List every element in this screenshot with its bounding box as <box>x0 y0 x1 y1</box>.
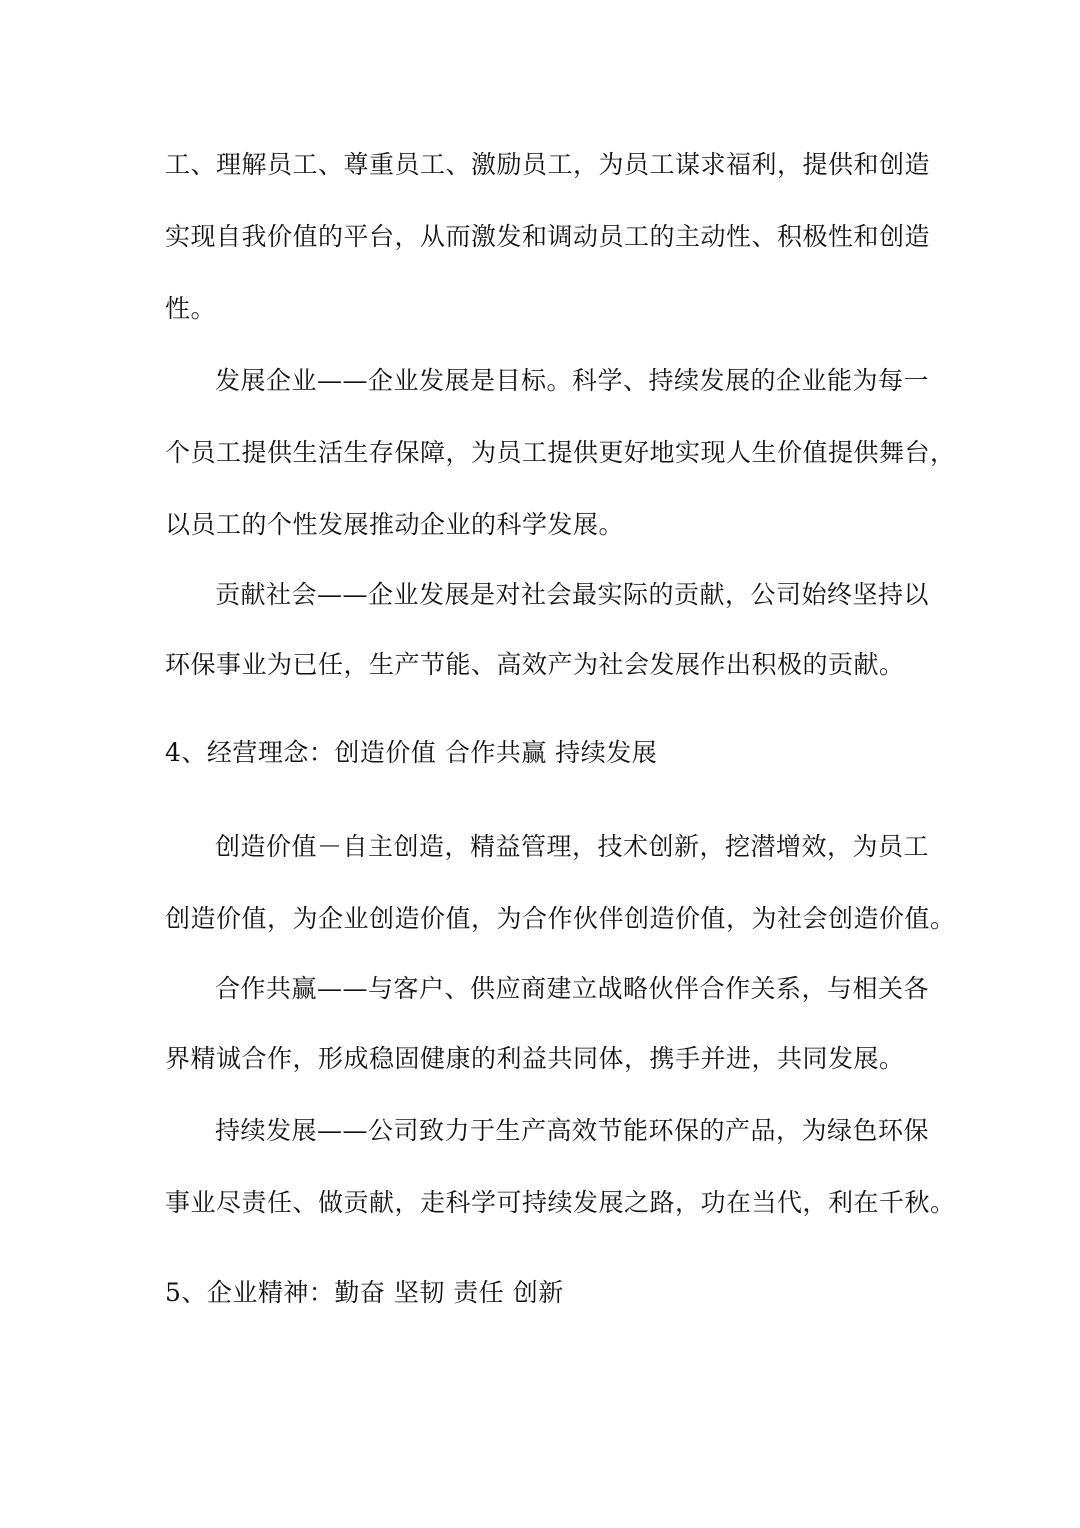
section-heading: 5、企业精神：勤奋 坚韧 责任 创新 <box>165 1278 564 1307</box>
paragraph-line: 创造价值，为企业创造价值，为合作伙伴创造价值，为社会创造价值。 <box>165 904 956 933</box>
paragraph-line: 工、理解员工、尊重员工、激励员工，为员工谋求福利，提供和创造 <box>165 150 931 179</box>
paragraph-line: 界精诚合作，形成稳固健康的利益共同体，携手并进，共同发展。 <box>165 1044 905 1073</box>
paragraph-line: 事业尽责任、做贡献，走科学可持续发展之路，功在当代，利在千秋。 <box>165 1188 956 1217</box>
paragraph-line: 持续发展——公司致力于生产高效节能环保的产品，为绿色环保 <box>215 1116 930 1145</box>
section-heading: 4、经营理念：创造价值 合作共赢 持续发展 <box>165 738 658 767</box>
paragraph-line: 性。 <box>165 294 217 323</box>
paragraph-line: 发展企业——企业发展是目标。科学、持续发展的企业能为每一 <box>215 366 930 395</box>
paragraph-line: 实现自我价值的平台，从而激发和调动员工的主动性、积极性和创造 <box>165 222 931 251</box>
paragraph-line: 环保事业为已任，生产节能、高效产为社会发展作出积极的贡献。 <box>165 650 905 679</box>
paragraph-line: 以员工的个性发展推动企业的科学发展。 <box>165 510 625 539</box>
paragraph-line: 个员工提供生活生存保障，为员工提供更好地实现人生价值提供舞台， <box>165 438 956 467</box>
paragraph-line: 合作共赢——与客户、供应商建立战略伙伴合作关系，与相关各 <box>215 974 930 1003</box>
paragraph-line: 贡献社会——企业发展是对社会最实际的贡献，公司始终坚持以 <box>215 580 930 609</box>
paragraph-line: 创造价值－自主创造，精益管理，技术创新，挖潜增效，为员工 <box>215 832 930 861</box>
